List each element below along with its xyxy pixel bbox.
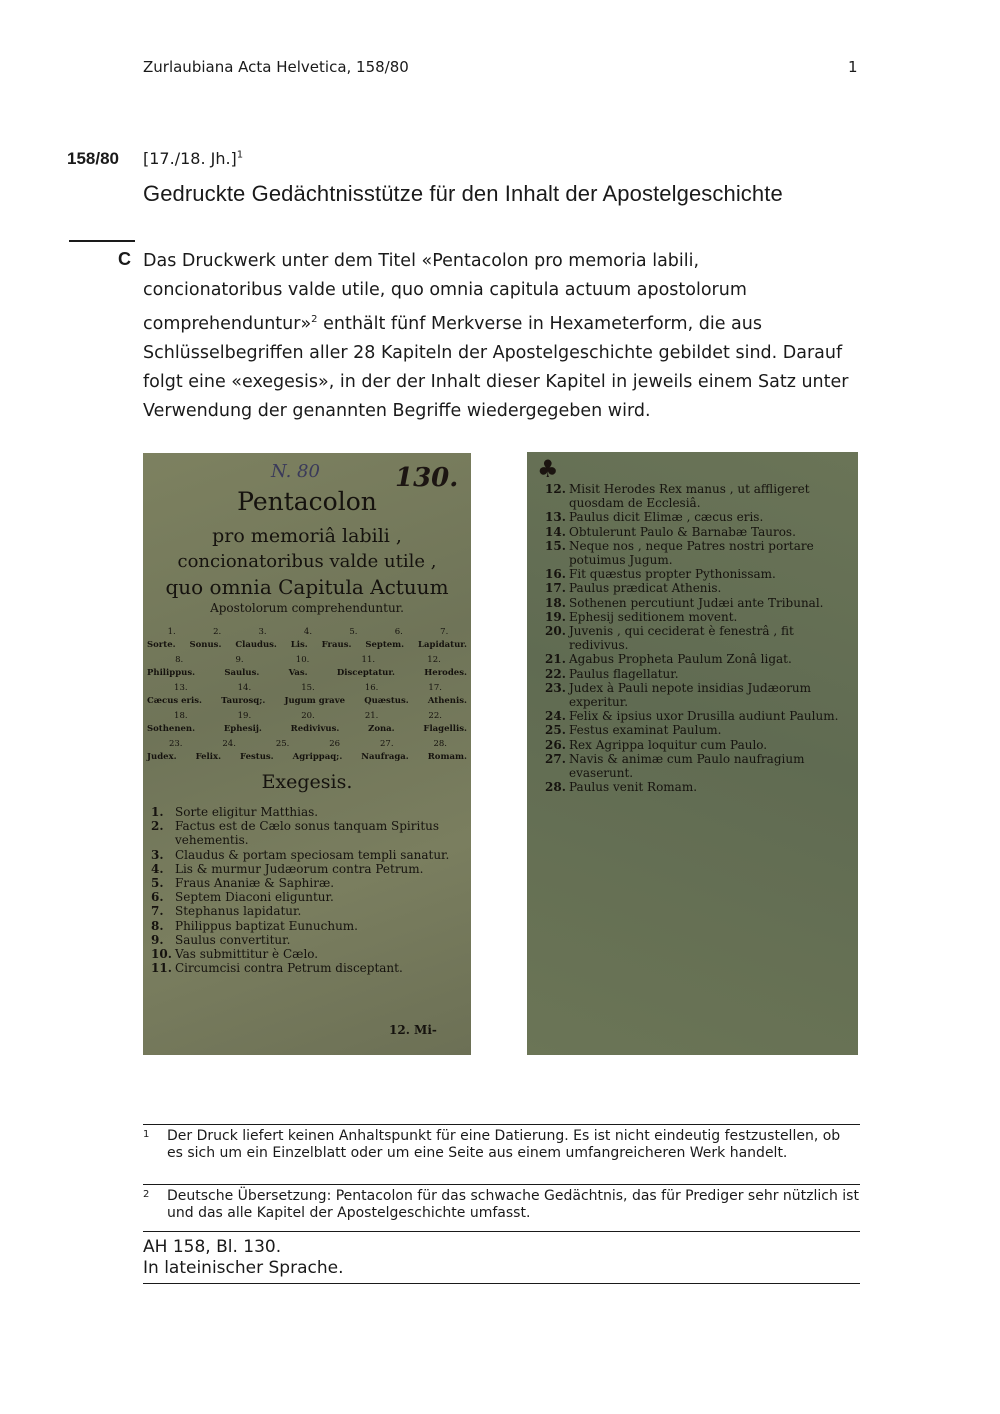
verse-number: 3. bbox=[258, 627, 267, 637]
item-number: 6. bbox=[151, 890, 164, 905]
item-text: Rex Agrippa loquitur cum Paulo. bbox=[569, 737, 768, 752]
item-number: 21. bbox=[545, 652, 566, 667]
footnote-mark: 2 bbox=[143, 1189, 150, 1200]
exegesis-item bbox=[151, 819, 467, 847]
item-number: 18. bbox=[545, 595, 566, 610]
body-line: Verwendung der genannten Begriffe wiedergegeben wird. bbox=[143, 400, 651, 421]
item-text: Fit quæstus propter Pythonissam. bbox=[569, 567, 776, 582]
verse-number: 9. bbox=[235, 655, 244, 665]
exegesis-item bbox=[545, 681, 855, 709]
item-number: 22. bbox=[545, 666, 566, 681]
item-number: 8. bbox=[151, 918, 164, 933]
item-number: 4. bbox=[151, 861, 164, 876]
exegesis-list-continued bbox=[545, 482, 855, 794]
verse-number: 18. bbox=[174, 711, 188, 721]
item-number: 11. bbox=[151, 961, 172, 976]
item-number: 5. bbox=[151, 876, 164, 891]
verse-number: 15. bbox=[301, 683, 315, 693]
exegesis-item bbox=[545, 525, 855, 539]
exegesis-item bbox=[545, 581, 855, 595]
verse-word: Vas. bbox=[288, 668, 308, 678]
exegesis-item bbox=[151, 933, 467, 947]
exegesis-item bbox=[151, 947, 467, 961]
verse-word: Sorte. bbox=[147, 640, 176, 650]
item-text: Sothenen percutiunt Judæi ante Tribunal. bbox=[569, 595, 824, 610]
verse-word: Flagellis. bbox=[423, 724, 467, 734]
verse-number: 12. bbox=[427, 655, 441, 665]
item-number: 25. bbox=[545, 723, 566, 738]
verse-words bbox=[147, 752, 467, 762]
item-number: 19. bbox=[545, 609, 566, 624]
exegesis-item bbox=[151, 876, 467, 890]
source-reference: AH 158, Bl. 130. bbox=[143, 1237, 282, 1257]
verse-word: Romam. bbox=[427, 752, 467, 762]
item-text: Factus est de Cælo sonus tanquam Spiritus vehementis. bbox=[175, 819, 440, 848]
item-text: Saulus convertitur. bbox=[175, 932, 291, 947]
item-number: 17. bbox=[545, 581, 566, 596]
item-text: Ephesij seditionem movent. bbox=[569, 609, 738, 624]
item-number: 10. bbox=[151, 947, 172, 962]
verse-words bbox=[147, 668, 467, 678]
body-line: concionatoribus valde utile, quo omnia capitula actuum apostolorum bbox=[143, 280, 747, 300]
item-text: Stephanus lapidatur. bbox=[175, 904, 302, 919]
class-letter: C bbox=[118, 249, 131, 269]
item-number: 23. bbox=[545, 680, 566, 695]
item-text: Philippus baptizat Eunuchum. bbox=[175, 918, 358, 933]
item-number: 1. bbox=[151, 805, 164, 819]
footnote-ref-1[interactable]: 1 bbox=[236, 149, 244, 161]
item-number: 28. bbox=[545, 780, 566, 795]
item-text: Lis & murmur Judæorum contra Petrum. bbox=[175, 861, 424, 876]
item-text: Paulus dicit Elimæ , cæcus eris. bbox=[569, 510, 764, 525]
verse-number: 2. bbox=[213, 627, 222, 637]
exegesis-item bbox=[151, 961, 467, 975]
source-language: In lateinischer Sprache. bbox=[143, 1258, 344, 1278]
item-number: 13. bbox=[545, 510, 566, 525]
footnote-ref-2[interactable]: 2 bbox=[311, 314, 318, 325]
item-number: 14. bbox=[545, 524, 566, 539]
footnote-text: Der Druck liefert keinen Anhaltspunkt für eine Datierung. Es ist nicht eindeutig festzustellen, ob es sich um ein Einzelblatt oder um eine Seite aus einem umfangreicheren Werk handelt. bbox=[167, 1128, 841, 1161]
item-text: Claudus & portam speciosam templi sanatur. bbox=[175, 847, 450, 862]
verse-words bbox=[147, 724, 467, 734]
date-text: [17./18. Jh.] bbox=[143, 149, 237, 168]
exegesis-item bbox=[151, 890, 467, 904]
verse-word: Philippus. bbox=[147, 668, 196, 678]
verse-number: 20. bbox=[301, 711, 315, 721]
print-title-line: concionatoribus valde utile , bbox=[177, 551, 437, 572]
exegesis-item bbox=[151, 904, 467, 918]
verse-number: 7. bbox=[440, 627, 449, 637]
exegesis-item bbox=[545, 667, 855, 681]
print-title-line: pro memoriâ labili , bbox=[212, 525, 402, 547]
verse-number: 21. bbox=[364, 711, 379, 721]
verse-word: Herodes. bbox=[424, 668, 467, 678]
item-text: Paulus flagellatur. bbox=[569, 666, 679, 681]
verse-word: Sothenen. bbox=[147, 724, 196, 734]
scan-image-left bbox=[143, 453, 471, 1055]
verse-number: 24. bbox=[222, 739, 236, 749]
exegesis-item bbox=[545, 610, 855, 624]
body-line: Das Druckwerk unter dem Titel «Pentacolon pro memoria labili, bbox=[143, 251, 700, 271]
verse-number: 13. bbox=[174, 683, 188, 693]
exegesis-item bbox=[545, 624, 855, 652]
verse-word: Agrippaq;. bbox=[292, 752, 343, 762]
print-title-line: Apostolorum comprehenduntur. bbox=[210, 601, 404, 615]
exegesis-list bbox=[151, 805, 467, 975]
exegesis-item bbox=[545, 752, 855, 780]
item-text: Judex à Pauli nepote insidias Judæorum experitur. bbox=[569, 680, 812, 710]
item-text: Septem Diaconi eliguntur. bbox=[175, 890, 334, 905]
exegesis-item bbox=[545, 652, 855, 666]
item-text: Misit Herodes Rex manus , ut affligeret quosdam de Ecclesiâ. bbox=[569, 482, 810, 511]
verse-word: Fraus. bbox=[321, 640, 352, 650]
verse-word: Ephesij. bbox=[223, 724, 262, 734]
body-line: Schlüsselbegriffen aller 28 Kapiteln der Apostelgeschichte gebildet sind. Darauf bbox=[143, 342, 843, 363]
verse-word: Naufraga. bbox=[361, 752, 409, 762]
verse-word: Jugum grave bbox=[284, 696, 346, 706]
item-number: 12. bbox=[545, 482, 566, 496]
verse-number: 14. bbox=[237, 683, 252, 693]
item-number: 16. bbox=[545, 567, 566, 582]
print-title: Pentacolon bbox=[237, 487, 377, 516]
item-number: 2. bbox=[151, 819, 164, 834]
source-rule-top bbox=[143, 1231, 860, 1232]
exegesis-item bbox=[545, 567, 855, 581]
folio-number: 130. bbox=[395, 463, 459, 493]
verse-number: 10. bbox=[295, 655, 310, 665]
verse-number: 23. bbox=[168, 739, 183, 749]
item-number: 20. bbox=[545, 624, 566, 639]
verse-word: Sonus. bbox=[189, 640, 222, 650]
verse-number: 22. bbox=[428, 711, 442, 721]
verse-number: 25. bbox=[275, 739, 290, 749]
page-number: 1 bbox=[848, 58, 858, 76]
print-title-line: quo omnia Capitula Actuum bbox=[165, 575, 449, 599]
item-text: Agabus Propheta Paulum Zonâ ligat. bbox=[569, 652, 792, 667]
margin-rule bbox=[69, 240, 135, 242]
verse-number: 19. bbox=[237, 711, 252, 721]
verse-words bbox=[147, 696, 467, 706]
item-text: Paulus venit Romam. bbox=[569, 780, 698, 795]
ink-stain: ♣ bbox=[537, 454, 559, 483]
verse-word: Lis. bbox=[290, 640, 308, 650]
footnote-mark: 1 bbox=[143, 1129, 150, 1140]
entry-body bbox=[143, 247, 863, 426]
item-text: Obtulerunt Paulo & Barnabæ Tauros. bbox=[569, 524, 796, 539]
verse-number: 4. bbox=[303, 627, 313, 637]
entry-date bbox=[143, 149, 243, 168]
verse-word: Claudus. bbox=[235, 640, 277, 650]
item-number: 3. bbox=[151, 847, 164, 862]
footnote-rule bbox=[143, 1124, 860, 1125]
verse-numbers bbox=[149, 683, 467, 693]
item-text: Festus examinat Paulum. bbox=[569, 723, 722, 738]
verse-word: Septem. bbox=[365, 640, 405, 650]
entry-title: Gedruckte Gedächtnisstütze für den Inhalt der Apostelgeschichte bbox=[143, 181, 783, 206]
verse-number: 11. bbox=[361, 655, 376, 665]
exegesis-item bbox=[545, 539, 855, 567]
verse-number: 5. bbox=[349, 627, 358, 637]
verse-number: 26 bbox=[329, 739, 341, 749]
item-text: Vas submittitur è Cælo. bbox=[175, 947, 319, 962]
scan-image-right bbox=[527, 452, 858, 1055]
exegesis-item bbox=[545, 780, 855, 794]
exegesis-item bbox=[151, 919, 467, 933]
verse-numbers bbox=[149, 739, 467, 749]
exegesis-item bbox=[545, 510, 855, 524]
item-text: Paulus prædicat Athenis. bbox=[569, 581, 722, 596]
item-number: 15. bbox=[545, 538, 566, 553]
verse-word: Quæstus. bbox=[364, 696, 409, 706]
item-text: Circumcisi contra Petrum disceptant. bbox=[175, 961, 403, 976]
verse-word: Judex. bbox=[147, 752, 177, 762]
exegesis-item bbox=[151, 862, 467, 876]
verse-number: 17. bbox=[428, 683, 442, 693]
verse-number: 27. bbox=[380, 739, 394, 749]
catchword: 12. Mi- bbox=[389, 1023, 437, 1037]
verse-word: Disceptatur. bbox=[336, 668, 396, 678]
exegesis-item bbox=[151, 805, 467, 819]
item-number: 9. bbox=[151, 932, 164, 947]
footnote-rule bbox=[143, 1184, 860, 1185]
verse-word: Felix. bbox=[195, 752, 222, 762]
verse-number: 6. bbox=[394, 627, 403, 637]
verse-word: Cæcus eris. bbox=[147, 696, 203, 706]
item-number: 27. bbox=[545, 751, 566, 766]
item-text: Juvenis , qui ceciderat è fenestrâ , fit redivivus. bbox=[569, 624, 794, 653]
exegesis-item bbox=[545, 596, 855, 610]
entry-id: 158/80 bbox=[67, 149, 119, 168]
body-line: comprehenduntur» bbox=[143, 313, 312, 334]
body-line: enthält fünf Merkverse in Hexameterform, die aus bbox=[317, 313, 762, 334]
item-text: Sorte eligitur Matthias. bbox=[175, 805, 319, 819]
verse-numbers bbox=[149, 627, 467, 637]
exegesis-item bbox=[545, 709, 855, 723]
exegesis-heading: Exegesis. bbox=[261, 771, 353, 793]
verse-word: Zona. bbox=[368, 724, 395, 734]
exegesis-item bbox=[545, 738, 855, 752]
item-number: 7. bbox=[151, 904, 164, 919]
verse-number: 28. bbox=[433, 739, 447, 749]
body-line: folgt eine «exegesis», in der der Inhalt dieser Kapitel in jeweils einem Satz unter bbox=[143, 371, 849, 392]
verse-word: Lapidatur. bbox=[418, 640, 467, 650]
shelfmark: N. 80 bbox=[271, 461, 320, 482]
exegesis-item bbox=[545, 723, 855, 737]
footnote-text: Deutsche Übersetzung: Pentacolon für das schwache Gedächtnis, das für Prediger sehr nützlich ist und das alle Kapitel der Apostelgeschichte umfasst. bbox=[167, 1188, 859, 1221]
verse-word: Festus. bbox=[240, 752, 274, 762]
verse-words bbox=[147, 640, 467, 650]
verse-number: 1. bbox=[167, 627, 176, 637]
verse-numbers bbox=[149, 655, 467, 665]
item-number: 26. bbox=[545, 737, 566, 752]
verse-number: 16. bbox=[364, 683, 379, 693]
exegesis-item bbox=[545, 482, 855, 510]
item-text: Felix & ipsius uxor Drusilla audiunt Paulum. bbox=[569, 709, 839, 724]
item-text: Navis & animæ cum Paulo naufragium evaserunt. bbox=[569, 751, 805, 781]
item-text: Fraus Ananiæ & Saphiræ. bbox=[175, 876, 335, 891]
header-title: Zurlaubiana Acta Helvetica, 158/80 bbox=[143, 58, 409, 76]
verse-word: Taurosq;. bbox=[221, 696, 266, 706]
source-rule-bottom bbox=[143, 1283, 860, 1284]
verse-word: Athenis. bbox=[427, 696, 467, 706]
verse-word: Redivivus. bbox=[290, 724, 340, 734]
verse-numbers bbox=[149, 711, 467, 721]
exegesis-item bbox=[151, 848, 467, 862]
verse-number: 8. bbox=[175, 655, 184, 665]
item-text: Neque nos , neque Patres nostri portare potuimus Jugum. bbox=[569, 538, 814, 568]
item-number: 24. bbox=[545, 709, 566, 724]
verse-word: Saulus. bbox=[224, 668, 260, 678]
